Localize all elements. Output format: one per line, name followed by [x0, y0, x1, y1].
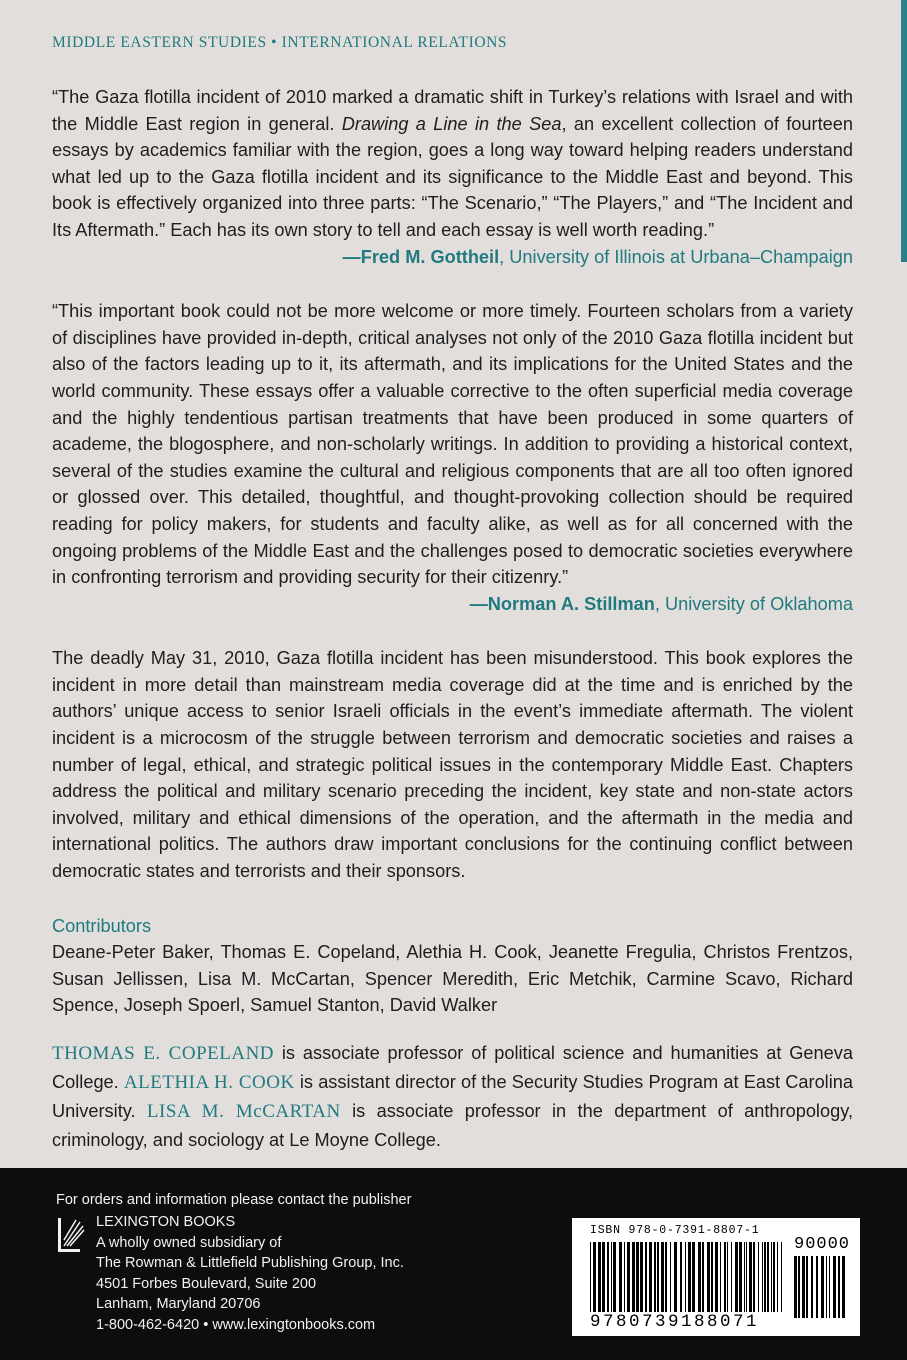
- author-name: THOMAS E. COPELAND: [52, 1043, 275, 1064]
- barcode-bar: [727, 1242, 728, 1312]
- barcode-bar: [762, 1242, 763, 1312]
- barcode-bar: [781, 1242, 782, 1312]
- barcode-bar: [602, 1242, 605, 1312]
- publisher-footer: [0, 1168, 907, 1360]
- barcode-bar: [802, 1256, 805, 1318]
- barcode-bar: [842, 1256, 845, 1318]
- endorsement-1-text: “The Gaza flotilla incident of 2010 marked a dramatic shift in Turkey’s relations with Israel and with the Middle East region in general. Drawing a Line in the Sea, an excellent collection of fourteen essays by academics familiar with the region, goes a long way toward helping readers understand what led up to the Gaza flotilla incident and its significance to the Middle East and beyond. This book is effectively organized into three parts: “The Scenario,” “The Players,” and “The Incident and Its Aftermath.” Each has its own story to tell and each essay is well worth reading.”: [52, 87, 853, 240]
- barcode-bar: [654, 1242, 656, 1312]
- barcode-bar: [720, 1242, 721, 1312]
- publisher-name: LEXINGTON BOOKS: [96, 1214, 236, 1230]
- barcode-bar: [816, 1256, 818, 1318]
- endorsement-1: [52, 84, 853, 270]
- publisher-logo-icon: [56, 1216, 86, 1254]
- author-name: ALETHIA H. COOK: [123, 1072, 295, 1093]
- author-bios: THOMAS E. COPELAND is associate professor of political science and humanities at Geneva College. ALETHIA H. COOK is assistant director of the Security Studies Program at East Carolina University. LISA M. McCARTAN is associate professor in the department of anthropology, criminology, and sociology at Le Moyne College.: [52, 1043, 853, 1150]
- barcode-bar: [829, 1256, 830, 1318]
- barcode-bar: [670, 1242, 671, 1312]
- barcode-bar: [735, 1242, 738, 1312]
- barcode-bar: [636, 1242, 639, 1312]
- barcode-bar: [794, 1256, 797, 1318]
- barcode-bar: [711, 1242, 713, 1312]
- barcode-bar: [674, 1242, 677, 1312]
- barcode-addon-bars: [794, 1256, 850, 1318]
- barcode-bar: [744, 1242, 745, 1312]
- endorser-affiliation: , University of Illinois at Urbana–Champaign: [499, 246, 853, 267]
- barcode-bar: [657, 1242, 659, 1312]
- barcode-bars: [590, 1242, 786, 1312]
- barcode-bar: [665, 1242, 667, 1312]
- barcode-bar: [613, 1242, 616, 1312]
- back-cover-content: [52, 84, 853, 1154]
- barcode-bar: [798, 1256, 800, 1318]
- barcode-bar: [739, 1242, 742, 1312]
- contributors-list: Deane-Peter Baker, Thomas E. Copeland, Alethia H. Cook, Jeanette Fregulia, Christos Frentzos, Susan Jellissen, Lisa M. McCartan, Spencer Meredith, Eric Metchik, Carmine Scavo, Richard Spence, Joseph Spoerl, Samuel Stanton, David Walker: [52, 942, 853, 1016]
- barcode-bar: [598, 1242, 601, 1312]
- barcode-bar: [753, 1242, 755, 1312]
- barcode-bar: [611, 1242, 612, 1312]
- barcode-bar: [632, 1242, 635, 1312]
- barcode-bar: [715, 1242, 718, 1312]
- barcode-bar: [749, 1242, 752, 1312]
- barcode-bar: [731, 1242, 732, 1312]
- barcode-bar: [607, 1242, 609, 1312]
- endorser-name: Norman A. Stillman: [487, 593, 655, 614]
- isbn-barcode: [572, 1218, 860, 1336]
- contributors-heading: Contributors: [52, 915, 152, 936]
- barcode-bar: [773, 1242, 775, 1312]
- barcode-bar: [692, 1242, 695, 1312]
- barcode-bar: [593, 1242, 596, 1312]
- barcode-bar: [680, 1242, 682, 1312]
- book-title: Drawing a Line in the Sea: [341, 113, 562, 134]
- barcode-bar: [771, 1242, 772, 1312]
- isbn-label: ISBN 978-0-7391-8807-1: [590, 1224, 760, 1237]
- endorser-name: Fred M. Gottheil: [360, 246, 500, 267]
- barcode-bar: [767, 1242, 769, 1312]
- barcode-bar: [661, 1242, 664, 1312]
- endorsement-2-attribution: —Norman A. Stillman, University of Oklahoma: [469, 593, 853, 614]
- barcode-bar: [619, 1242, 622, 1312]
- barcode-bar: [838, 1256, 840, 1318]
- publisher-contact: 1-800-462-6420 • www.lexingtonbooks.com: [96, 1316, 376, 1333]
- book-description: The deadly May 31, 2010, Gaza flotilla incident has been misunderstood. This book explores the incident in more detail than mainstream media coverage did at the time and is enriched by the authors’ unique access to senior Israeli officials in the event’s immediate aftermath. The violent incident is a microcosm of the struggle between terrorism and democratic societies and raises a number of legal, ethical, and strategic political issues in the contemporary Middle East. Chapters address the political and military scenario preceding the incident, key state and non-state actors involved, military and ethical dimensions of the operation, and the aftermath in the media and international politics. The authors draw important conclusions for the continuing conflict between democratic states and terrorists and their sponsors.: [52, 648, 853, 882]
- barcode-bar: [826, 1256, 827, 1318]
- endorsement-2: [52, 298, 853, 617]
- barcode-bar: [811, 1256, 813, 1318]
- barcode-bar: [702, 1242, 704, 1312]
- barcode-bar: [590, 1242, 591, 1312]
- barcode-bar: [640, 1242, 643, 1312]
- barcode-bar: [806, 1256, 808, 1318]
- orders-line: For orders and information please contact the publisher: [56, 1192, 412, 1208]
- barcode-bar: [764, 1242, 766, 1312]
- spine-edge-strip: [901, 0, 907, 262]
- barcode-bar: [624, 1242, 625, 1312]
- barcode-bar: [707, 1242, 710, 1312]
- barcode-bar: [698, 1242, 701, 1312]
- category-label: MIDDLE EASTERN STUDIES • INTERNATIONAL RELATIONS: [52, 34, 508, 51]
- barcode-bar: [777, 1242, 778, 1312]
- author-name: LISA M. McCARTAN: [146, 1101, 341, 1122]
- barcode-bar: [746, 1242, 747, 1312]
- barcode-bar: [758, 1242, 759, 1312]
- barcode-bar: [649, 1242, 652, 1312]
- price-code: 90000: [794, 1235, 851, 1254]
- barcode-bar: [821, 1256, 824, 1318]
- endorsement-2-text: “This important book could not be more welcome or more timely. Fourteen scholars from a variety of disciplines have provided in-depth, critical analyses not only of the 2010 Gaza flotilla incident but also of the factors leading up to it, its aftermath, and its implications for the United States and the world community. These essays offer a valuable corrective to the often superficial media coverage and the highly tendentious partisan treatments that have been produced in some quarters of academe, the blogosphere, and non-scholarly writings. In addition to providing a historical context, several of the studies examine the cultural and religious components that are all too often ignored or glossed over. This detailed, thoughtful, and thought-provoking collection should be required reading for policy makers, for students and faculty alike, as well as for all concerned with the ongoing problems of the Middle East and the challenges posed to democratic societies everywhere in confronting terrorism and providing security for their citizenry.”: [52, 301, 853, 588]
- endorsement-1-attribution: —Fred M. Gottheil, University of Illinois at Urbana–Champaign: [342, 246, 853, 267]
- barcode-bar: [645, 1242, 647, 1312]
- barcode-digits: 9780739188071: [590, 1312, 760, 1332]
- barcode-bar: [688, 1242, 691, 1312]
- publisher-address: LEXINGTON BOOKS A wholly owned subsidiary of The Rowman & Littlefield Publishing Group, Inc. 4501 Forbes Boulevard, Suite 200 Lanham, Maryland 20706 1-800-462-6420 • www.lexingtonbooks.com: [96, 1212, 404, 1335]
- barcode-bar: [685, 1242, 686, 1312]
- barcode-bar: [724, 1242, 726, 1312]
- endorser-affiliation: , University of Oklahoma: [654, 593, 853, 614]
- barcode-bar: [627, 1242, 630, 1312]
- barcode-bar: [833, 1256, 836, 1318]
